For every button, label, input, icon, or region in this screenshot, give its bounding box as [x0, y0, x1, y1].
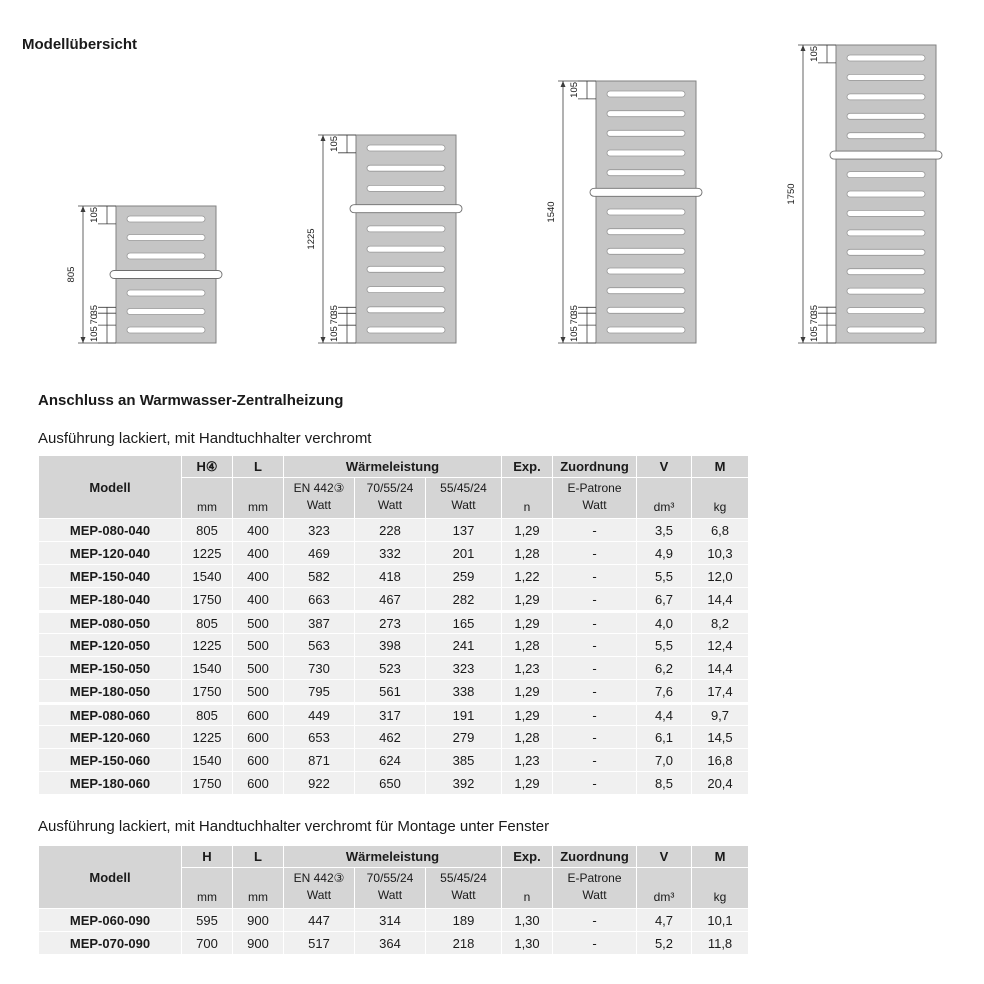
value-cell: 600: [233, 726, 283, 748]
slot: [607, 209, 685, 215]
unit-h-mm: mm: [182, 868, 232, 908]
value-cell: 279: [426, 726, 501, 748]
slot: [607, 150, 685, 156]
slot: [847, 74, 925, 80]
dim-label: 70: [809, 313, 820, 325]
value-cell: 323: [426, 657, 501, 679]
value-cell: 1,29: [502, 680, 552, 702]
subcol-554524: [426, 478, 501, 518]
dim-label: 105: [89, 206, 100, 223]
col-header-zuordnung: Zuordnung: [553, 456, 636, 477]
value-cell: 392: [426, 772, 501, 794]
value-cell: 3,5: [637, 519, 691, 541]
value-cell: 17,4: [692, 680, 748, 702]
slot: [367, 165, 445, 171]
value-cell: 624: [355, 749, 425, 771]
value-cell: 4,9: [637, 542, 691, 564]
model-cell: MEP-070-090: [39, 932, 181, 954]
value-cell: 805: [182, 519, 232, 541]
radiator-svg: [66, 198, 224, 351]
value-cell: 228: [355, 519, 425, 541]
subcol-en442: [284, 868, 354, 908]
slot: [607, 130, 685, 136]
subcol-en442-label: EN 442③: [293, 481, 345, 496]
value-cell: 387: [284, 611, 354, 633]
value-cell: 1,29: [502, 611, 552, 633]
value-cell: 1,29: [502, 588, 552, 610]
value-cell: 1,29: [502, 519, 552, 541]
subcol-554524: [426, 868, 501, 908]
subcol-554524-label: 55/45/24: [440, 481, 487, 496]
dim-label: 35: [809, 304, 820, 316]
value-cell: 6,8: [692, 519, 748, 541]
value-cell: 7,0: [637, 749, 691, 771]
table-row: [39, 565, 748, 587]
value-cell: 871: [284, 749, 354, 771]
value-cell: 595: [182, 909, 232, 931]
slot: [367, 327, 445, 333]
col-header-m: M: [692, 846, 748, 867]
value-cell: 900: [233, 909, 283, 931]
slot: [367, 145, 445, 151]
dim-label: 105: [329, 135, 340, 152]
value-cell: 517: [284, 932, 354, 954]
slot: [367, 185, 445, 191]
col-header-exp: Exp.: [502, 456, 552, 477]
subcol-en442: [284, 478, 354, 518]
value-cell: 600: [233, 703, 283, 725]
value-cell: -: [553, 680, 636, 702]
value-cell: -: [553, 542, 636, 564]
slot: [847, 113, 925, 119]
slot: [127, 235, 205, 241]
model-cell: MEP-120-050: [39, 634, 181, 656]
col-header-modell: Modell: [39, 456, 181, 518]
unit-watt: Watt: [306, 498, 332, 513]
value-cell: 1,29: [502, 703, 552, 725]
value-cell: 700: [182, 932, 232, 954]
value-cell: 332: [355, 542, 425, 564]
slot: [607, 170, 685, 176]
value-cell: 259: [426, 565, 501, 587]
radiator-diagram-1540: [546, 73, 704, 356]
value-cell: 418: [355, 565, 425, 587]
value-cell: 1,28: [502, 726, 552, 748]
value-cell: 523: [355, 657, 425, 679]
value-cell: 400: [233, 519, 283, 541]
value-cell: 20,4: [692, 772, 748, 794]
table-row: [39, 772, 748, 794]
value-cell: 385: [426, 749, 501, 771]
value-cell: 201: [426, 542, 501, 564]
dim-label: 805: [66, 266, 77, 283]
slot: [127, 309, 205, 315]
unit-watt: Watt: [306, 888, 332, 903]
unit-exp-n: n: [502, 868, 552, 908]
unit-watt: Watt: [451, 498, 476, 513]
arrow-up: [801, 45, 806, 51]
value-cell: 4,7: [637, 909, 691, 931]
table-row: [39, 932, 748, 954]
unit-v-dm3: dm³: [637, 868, 691, 908]
slot: [607, 111, 685, 117]
arrow-down: [561, 337, 566, 343]
value-cell: -: [553, 611, 636, 633]
dim-label: 70: [89, 313, 100, 325]
value-cell: 1540: [182, 565, 232, 587]
value-cell: 500: [233, 680, 283, 702]
value-cell: 582: [284, 565, 354, 587]
value-cell: 500: [233, 657, 283, 679]
dim-label: 1750: [786, 183, 797, 205]
col-header-waermeleistung: Wärmeleistung: [284, 456, 501, 477]
unit-watt: Watt: [582, 888, 607, 903]
slot: [367, 287, 445, 293]
dim-label: 70: [329, 313, 340, 325]
value-cell: 273: [355, 611, 425, 633]
slot: [367, 246, 445, 252]
col-header-v: V: [637, 456, 691, 477]
table1-caption: Ausführung lackiert, mit Handtuchhalter verchromt: [38, 430, 372, 447]
dim-label: 35: [569, 305, 580, 316]
dim-label: 105: [809, 45, 820, 62]
spec-table-2: [38, 845, 749, 955]
towel-bar: [590, 188, 702, 196]
value-cell: 447: [284, 909, 354, 931]
value-cell: 500: [233, 611, 283, 633]
value-cell: 338: [426, 680, 501, 702]
table-row: [39, 634, 748, 656]
subcol-705524-label: 70/55/24: [366, 871, 414, 886]
unit-m-kg: kg: [692, 868, 748, 908]
table-row: [39, 657, 748, 679]
arrow-down: [801, 337, 806, 343]
slot: [847, 210, 925, 216]
value-cell: 1225: [182, 634, 232, 656]
col-header-zuordnung: Zuordnung: [553, 846, 636, 867]
value-cell: 282: [426, 588, 501, 610]
value-cell: -: [553, 588, 636, 610]
value-cell: 1,30: [502, 909, 552, 931]
slot: [607, 229, 685, 235]
value-cell: 653: [284, 726, 354, 748]
dim-label: 1540: [546, 201, 557, 223]
value-cell: 1540: [182, 657, 232, 679]
subcol-epatrone-label: E-Patrone: [567, 481, 622, 496]
table-row: [39, 588, 748, 610]
value-cell: -: [553, 772, 636, 794]
slot: [607, 327, 685, 333]
value-cell: 900: [233, 932, 283, 954]
dim-label: 105: [329, 326, 340, 343]
unit-watt: Watt: [377, 888, 403, 903]
table-row: [39, 703, 748, 725]
slot: [127, 216, 205, 222]
radiator-diagrams: [0, 40, 984, 356]
value-cell: -: [553, 519, 636, 541]
model-cell: MEP-120-060: [39, 726, 181, 748]
value-cell: 314: [355, 909, 425, 931]
dim-label: 105: [809, 326, 820, 343]
value-cell: 400: [233, 588, 283, 610]
col-header-exp: Exp.: [502, 846, 552, 867]
value-cell: -: [553, 749, 636, 771]
model-cell: MEP-150-040: [39, 565, 181, 587]
value-cell: 191: [426, 703, 501, 725]
slot: [127, 327, 205, 333]
slot: [847, 327, 925, 333]
value-cell: 5,5: [637, 634, 691, 656]
col-header-v: V: [637, 846, 691, 867]
table-row: [39, 542, 748, 564]
value-cell: 6,1: [637, 726, 691, 748]
value-cell: 467: [355, 588, 425, 610]
slot: [367, 307, 445, 313]
model-cell: MEP-080-040: [39, 519, 181, 541]
table-row: [39, 519, 748, 541]
dim-label: 35: [329, 305, 340, 316]
subcol-705524-label: 70/55/24: [366, 481, 414, 496]
subcol-epatrone: [553, 478, 636, 518]
subcol-705524: [355, 478, 425, 518]
slot: [607, 307, 685, 313]
value-cell: 218: [426, 932, 501, 954]
value-cell: 400: [233, 542, 283, 564]
value-cell: 563: [284, 634, 354, 656]
unit-h-mm: mm: [182, 478, 232, 518]
slot: [847, 269, 925, 275]
subcol-en442-label: EN 442③: [293, 871, 345, 886]
towel-bar: [830, 151, 942, 159]
slot: [607, 248, 685, 254]
arrow-up: [561, 81, 566, 87]
slot: [847, 308, 925, 314]
model-cell: MEP-080-050: [39, 611, 181, 633]
value-cell: 165: [426, 611, 501, 633]
value-cell: 1750: [182, 680, 232, 702]
value-cell: 469: [284, 542, 354, 564]
value-cell: 805: [182, 611, 232, 633]
value-cell: 10,1: [692, 909, 748, 931]
slot: [607, 288, 685, 294]
table2-caption: Ausführung lackiert, mit Handtuchhalter verchromt für Montage unter Fenster: [38, 818, 550, 835]
value-cell: 317: [355, 703, 425, 725]
table-row: [39, 749, 748, 771]
col-header-l: L: [233, 846, 283, 867]
value-cell: 14,4: [692, 588, 748, 610]
section-heading: Anschluss an Warmwasser-Zentralheizung: [38, 392, 344, 409]
value-cell: 11,8: [692, 932, 748, 954]
value-cell: 189: [426, 909, 501, 931]
value-cell: 1,29: [502, 772, 552, 794]
unit-watt: Watt: [377, 498, 403, 513]
arrow-up: [321, 135, 326, 141]
unit-exp-n: n: [502, 478, 552, 518]
value-cell: 1,30: [502, 932, 552, 954]
unit-v-dm3: dm³: [637, 478, 691, 518]
slot: [127, 290, 205, 296]
value-cell: 6,7: [637, 588, 691, 610]
unit-watt: Watt: [451, 888, 476, 903]
value-cell: 12,4: [692, 634, 748, 656]
value-cell: 14,5: [692, 726, 748, 748]
slot: [367, 226, 445, 232]
value-cell: 8,2: [692, 611, 748, 633]
value-cell: 16,8: [692, 749, 748, 771]
value-cell: 14,4: [692, 657, 748, 679]
value-cell: -: [553, 909, 636, 931]
dim-label: 105: [89, 326, 100, 343]
subcol-epatrone: [553, 868, 636, 908]
value-cell: 600: [233, 749, 283, 771]
dim-label: 70: [569, 313, 580, 325]
radiator-diagram-1750: [786, 37, 944, 356]
towel-bar: [110, 271, 222, 279]
subcol-epatrone-label: E-Patrone: [567, 871, 622, 886]
value-cell: 12,0: [692, 565, 748, 587]
value-cell: 1,28: [502, 634, 552, 656]
value-cell: 600: [233, 772, 283, 794]
value-cell: 8,5: [637, 772, 691, 794]
value-cell: 9,7: [692, 703, 748, 725]
col-header-modell: Modell: [39, 846, 181, 908]
arrow-up: [81, 206, 86, 212]
value-cell: 400: [233, 565, 283, 587]
spec-table-1: [38, 455, 749, 795]
model-cell: MEP-180-040: [39, 588, 181, 610]
value-cell: 1,23: [502, 657, 552, 679]
value-cell: 1540: [182, 749, 232, 771]
slot: [847, 172, 925, 178]
radiator-svg: [306, 127, 464, 351]
dim-label: 35: [89, 304, 100, 316]
table-row: [39, 611, 748, 633]
value-cell: -: [553, 703, 636, 725]
unit-l-mm: mm: [233, 868, 283, 908]
page-title: Modellübersicht: [22, 36, 138, 53]
table-row: [39, 726, 748, 748]
col-header-h: H④: [182, 456, 232, 477]
slot: [847, 133, 925, 139]
dim-label: 105: [569, 326, 580, 343]
value-cell: 1225: [182, 542, 232, 564]
dim-label: 1225: [306, 228, 317, 250]
value-cell: -: [553, 657, 636, 679]
slot: [847, 249, 925, 255]
table-row: [39, 909, 748, 931]
value-cell: 398: [355, 634, 425, 656]
col-header-h: H: [182, 846, 232, 867]
unit-l-mm: mm: [233, 478, 283, 518]
value-cell: 650: [355, 772, 425, 794]
value-cell: 922: [284, 772, 354, 794]
slot: [607, 268, 685, 274]
value-cell: 462: [355, 726, 425, 748]
slot: [847, 55, 925, 61]
value-cell: 730: [284, 657, 354, 679]
slot: [607, 91, 685, 97]
value-cell: 10,3: [692, 542, 748, 564]
value-cell: 805: [182, 703, 232, 725]
unit-m-kg: kg: [692, 478, 748, 518]
radiator-diagram-805: [66, 198, 224, 356]
value-cell: 1,23: [502, 749, 552, 771]
value-cell: 4,4: [637, 703, 691, 725]
value-cell: 4,0: [637, 611, 691, 633]
radiator-svg: [546, 73, 704, 351]
model-cell: MEP-180-050: [39, 680, 181, 702]
value-cell: 1,28: [502, 542, 552, 564]
value-cell: 5,5: [637, 565, 691, 587]
value-cell: -: [553, 565, 636, 587]
value-cell: -: [553, 932, 636, 954]
value-cell: 449: [284, 703, 354, 725]
subcol-554524-label: 55/45/24: [440, 871, 487, 886]
model-cell: MEP-080-060: [39, 703, 181, 725]
value-cell: 7,6: [637, 680, 691, 702]
value-cell: 364: [355, 932, 425, 954]
slot: [847, 288, 925, 294]
col-header-l: L: [233, 456, 283, 477]
slot: [367, 266, 445, 272]
value-cell: 5,2: [637, 932, 691, 954]
radiator-diagram-1225: [306, 127, 464, 356]
value-cell: 1,22: [502, 565, 552, 587]
value-cell: 1225: [182, 726, 232, 748]
value-cell: 241: [426, 634, 501, 656]
slot: [127, 253, 205, 259]
value-cell: 6,2: [637, 657, 691, 679]
col-header-waermeleistung: Wärmeleistung: [284, 846, 501, 867]
towel-bar: [350, 205, 462, 213]
model-cell: MEP-180-060: [39, 772, 181, 794]
slot: [847, 191, 925, 197]
arrow-down: [321, 337, 326, 343]
model-cell: MEP-120-040: [39, 542, 181, 564]
value-cell: 500: [233, 634, 283, 656]
value-cell: -: [553, 726, 636, 748]
value-cell: 1750: [182, 588, 232, 610]
arrow-down: [81, 337, 86, 343]
model-cell: MEP-150-060: [39, 749, 181, 771]
slot: [847, 230, 925, 236]
value-cell: -: [553, 634, 636, 656]
radiator-svg: [786, 37, 944, 351]
value-cell: 561: [355, 680, 425, 702]
col-header-m: M: [692, 456, 748, 477]
value-cell: 323: [284, 519, 354, 541]
slot: [847, 94, 925, 100]
value-cell: 1750: [182, 772, 232, 794]
value-cell: 137: [426, 519, 501, 541]
dim-label: 105: [569, 81, 580, 98]
unit-watt: Watt: [582, 498, 607, 513]
value-cell: 795: [284, 680, 354, 702]
model-cell: MEP-060-090: [39, 909, 181, 931]
subcol-705524: [355, 868, 425, 908]
model-cell: MEP-150-050: [39, 657, 181, 679]
value-cell: 663: [284, 588, 354, 610]
table-row: [39, 680, 748, 702]
